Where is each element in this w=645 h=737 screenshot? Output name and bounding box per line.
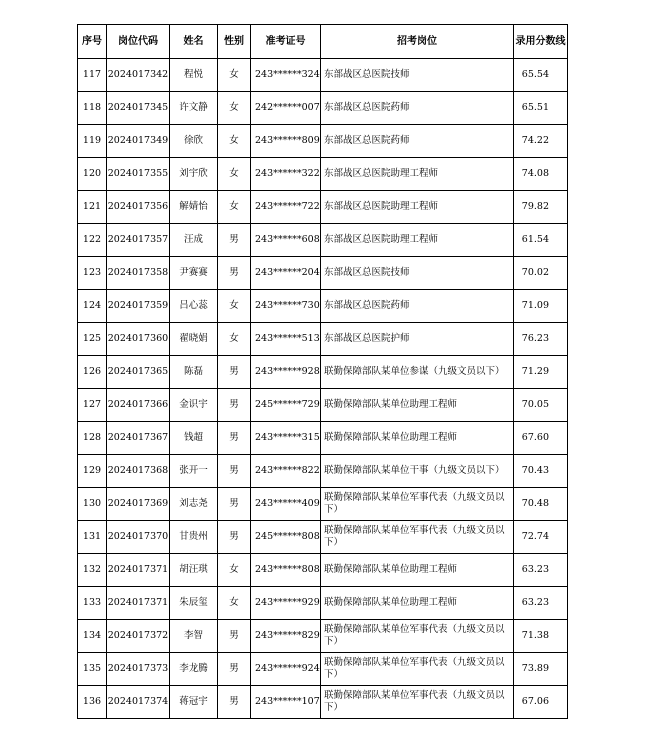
cell-seq: 126 — [78, 356, 107, 389]
table-row — [78, 323, 568, 356]
cell-gender: 女 — [218, 158, 251, 191]
cell-gender: 女 — [218, 323, 251, 356]
cell-gender: 男 — [218, 686, 251, 719]
cell-score: 72.74 — [514, 521, 568, 554]
cell-name: 刘宇欣 — [170, 158, 218, 191]
cell-exam-no: 243******324 — [251, 59, 321, 92]
cell-exam-no: 243******929 — [251, 587, 321, 620]
cell-name: 金识宇 — [170, 389, 218, 422]
cell-gender: 男 — [218, 356, 251, 389]
cell-code: 2024017357 — [107, 224, 170, 257]
cell-exam-no: 243******808 — [251, 554, 321, 587]
cell-gender: 男 — [218, 422, 251, 455]
cell-exam-no: 245******729 — [251, 389, 321, 422]
cell-code: 2024017370 — [107, 521, 170, 554]
cell-position: 东部战区总医院技师 — [321, 59, 514, 92]
cell-score: 65.51 — [514, 92, 568, 125]
cell-seq: 117 — [78, 59, 107, 92]
cell-score: 70.43 — [514, 455, 568, 488]
cell-seq: 122 — [78, 224, 107, 257]
table-row — [78, 125, 568, 158]
cell-gender: 男 — [218, 455, 251, 488]
cell-score: 67.60 — [514, 422, 568, 455]
cell-name: 钱超 — [170, 422, 218, 455]
cell-exam-no: 243******730 — [251, 290, 321, 323]
cell-gender: 男 — [218, 389, 251, 422]
header-position: 招考岗位 — [321, 25, 514, 59]
table-row — [78, 290, 568, 323]
cell-seq: 121 — [78, 191, 107, 224]
cell-position: 东部战区总医院药师 — [321, 92, 514, 125]
header-gender: 性别 — [218, 25, 251, 59]
cell-position: 联勤保障部队某单位军事代表（九级文员以下） — [321, 620, 514, 653]
cell-code: 2024017349 — [107, 125, 170, 158]
cell-gender: 女 — [218, 59, 251, 92]
cell-position: 东部战区总医院药师 — [321, 290, 514, 323]
cell-name: 张开一 — [170, 455, 218, 488]
admission-score-table — [77, 24, 568, 719]
cell-exam-no: 243******829 — [251, 620, 321, 653]
cell-position: 东部战区总医院护师 — [321, 323, 514, 356]
cell-position: 联勤保障部队某单位参谋（九级文员以下） — [321, 356, 514, 389]
cell-code: 2024017373 — [107, 653, 170, 686]
cell-code: 2024017371 — [107, 554, 170, 587]
cell-score: 79.82 — [514, 191, 568, 224]
cell-score: 70.05 — [514, 389, 568, 422]
cell-seq: 132 — [78, 554, 107, 587]
cell-seq: 131 — [78, 521, 107, 554]
cell-code: 2024017366 — [107, 389, 170, 422]
cell-exam-no: 243******107 — [251, 686, 321, 719]
cell-position: 东部战区总医院药师 — [321, 125, 514, 158]
cell-seq: 133 — [78, 587, 107, 620]
cell-name: 程悦 — [170, 59, 218, 92]
cell-exam-no: 243******608 — [251, 224, 321, 257]
cell-score: 71.29 — [514, 356, 568, 389]
cell-score: 61.54 — [514, 224, 568, 257]
cell-seq: 125 — [78, 323, 107, 356]
cell-gender: 男 — [218, 653, 251, 686]
cell-name: 尹赛赛 — [170, 257, 218, 290]
table-row — [78, 587, 568, 620]
cell-name: 朱辰玺 — [170, 587, 218, 620]
table-row — [78, 422, 568, 455]
table-row — [78, 356, 568, 389]
table-row — [78, 488, 568, 521]
cell-exam-no: 243******315 — [251, 422, 321, 455]
cell-score: 74.22 — [514, 125, 568, 158]
cell-code: 2024017358 — [107, 257, 170, 290]
cell-exam-no: 243******924 — [251, 653, 321, 686]
cell-exam-no: 245******808 — [251, 521, 321, 554]
header-name: 姓名 — [170, 25, 218, 59]
cell-gender: 女 — [218, 191, 251, 224]
cell-code: 2024017342 — [107, 59, 170, 92]
cell-seq: 129 — [78, 455, 107, 488]
table-header-row — [78, 25, 568, 59]
cell-name: 蒋冠宇 — [170, 686, 218, 719]
cell-code: 2024017369 — [107, 488, 170, 521]
table-row — [78, 653, 568, 686]
cell-name: 李龙腾 — [170, 653, 218, 686]
cell-score: 63.23 — [514, 554, 568, 587]
cell-gender: 男 — [218, 521, 251, 554]
cell-position: 联勤保障部队某单位助理工程师 — [321, 554, 514, 587]
cell-name: 陈磊 — [170, 356, 218, 389]
cell-gender: 女 — [218, 554, 251, 587]
cell-seq: 134 — [78, 620, 107, 653]
cell-code: 2024017355 — [107, 158, 170, 191]
table-row — [78, 158, 568, 191]
cell-score: 70.02 — [514, 257, 568, 290]
cell-gender: 女 — [218, 587, 251, 620]
cell-exam-no: 243******409 — [251, 488, 321, 521]
cell-name: 汪成 — [170, 224, 218, 257]
header-score: 录用分数线 — [514, 25, 568, 59]
cell-code: 2024017360 — [107, 323, 170, 356]
cell-code: 2024017365 — [107, 356, 170, 389]
table-row — [78, 224, 568, 257]
cell-name: 甘贵州 — [170, 521, 218, 554]
table-row — [78, 455, 568, 488]
cell-exam-no: 243******809 — [251, 125, 321, 158]
table-row — [78, 686, 568, 719]
cell-seq: 127 — [78, 389, 107, 422]
cell-position: 联勤保障部队某单位军事代表（九级文员以下） — [321, 521, 514, 554]
cell-seq: 128 — [78, 422, 107, 455]
cell-gender: 女 — [218, 92, 251, 125]
cell-seq: 136 — [78, 686, 107, 719]
cell-seq: 118 — [78, 92, 107, 125]
cell-score: 74.08 — [514, 158, 568, 191]
cell-position: 联勤保障部队某单位助理工程师 — [321, 389, 514, 422]
cell-code: 2024017345 — [107, 92, 170, 125]
cell-name: 刘志尧 — [170, 488, 218, 521]
cell-position: 联勤保障部队某单位军事代表（九级文员以下） — [321, 653, 514, 686]
cell-position: 联勤保障部队某单位助理工程师 — [321, 587, 514, 620]
cell-exam-no: 243******722 — [251, 191, 321, 224]
cell-position: 东部战区总医院技师 — [321, 257, 514, 290]
cell-name: 李智 — [170, 620, 218, 653]
table-row — [78, 257, 568, 290]
cell-gender: 男 — [218, 620, 251, 653]
cell-position: 东部战区总医院助理工程师 — [321, 158, 514, 191]
cell-score: 67.06 — [514, 686, 568, 719]
cell-score: 76.23 — [514, 323, 568, 356]
cell-name: 解婧怡 — [170, 191, 218, 224]
cell-seq: 120 — [78, 158, 107, 191]
cell-exam-no: 243******322 — [251, 158, 321, 191]
cell-name: 许文静 — [170, 92, 218, 125]
table-row — [78, 389, 568, 422]
cell-score: 71.38 — [514, 620, 568, 653]
header-code: 岗位代码 — [107, 25, 170, 59]
cell-name: 吕心蕊 — [170, 290, 218, 323]
cell-seq: 130 — [78, 488, 107, 521]
cell-seq: 135 — [78, 653, 107, 686]
cell-position: 联勤保障部队某单位干事（九级文员以下） — [321, 455, 514, 488]
cell-score: 73.89 — [514, 653, 568, 686]
cell-code: 2024017367 — [107, 422, 170, 455]
cell-gender: 女 — [218, 290, 251, 323]
cell-exam-no: 243******204 — [251, 257, 321, 290]
table-row — [78, 191, 568, 224]
cell-exam-no: 243******513 — [251, 323, 321, 356]
cell-exam-no: 242******007 — [251, 92, 321, 125]
cell-position: 东部战区总医院助理工程师 — [321, 224, 514, 257]
cell-code: 2024017359 — [107, 290, 170, 323]
cell-name: 翟晓娟 — [170, 323, 218, 356]
table-row — [78, 554, 568, 587]
cell-code: 2024017368 — [107, 455, 170, 488]
cell-score: 70.48 — [514, 488, 568, 521]
cell-seq: 124 — [78, 290, 107, 323]
cell-exam-no: 243******822 — [251, 455, 321, 488]
cell-name: 徐欣 — [170, 125, 218, 158]
cell-seq: 123 — [78, 257, 107, 290]
cell-position: 联勤保障部队某单位军事代表（九级文员以下） — [321, 686, 514, 719]
table-row — [78, 521, 568, 554]
cell-gender: 男 — [218, 224, 251, 257]
cell-name: 胡汪琪 — [170, 554, 218, 587]
cell-code: 2024017372 — [107, 620, 170, 653]
cell-position: 联勤保障部队某单位助理工程师 — [321, 422, 514, 455]
cell-position: 东部战区总医院助理工程师 — [321, 191, 514, 224]
cell-score: 71.09 — [514, 290, 568, 323]
cell-gender: 男 — [218, 488, 251, 521]
cell-gender: 女 — [218, 125, 251, 158]
cell-seq: 119 — [78, 125, 107, 158]
cell-code: 2024017371 — [107, 587, 170, 620]
header-exam-no: 准考证号 — [251, 25, 321, 59]
cell-position: 联勤保障部队某单位军事代表（九级文员以下） — [321, 488, 514, 521]
cell-gender: 男 — [218, 257, 251, 290]
header-seq: 序号 — [78, 25, 107, 59]
table-row — [78, 92, 568, 125]
table-row — [78, 620, 568, 653]
cell-score: 63.23 — [514, 587, 568, 620]
cell-score: 65.54 — [514, 59, 568, 92]
cell-code: 2024017374 — [107, 686, 170, 719]
cell-code: 2024017356 — [107, 191, 170, 224]
cell-exam-no: 243******928 — [251, 356, 321, 389]
table-row — [78, 59, 568, 92]
